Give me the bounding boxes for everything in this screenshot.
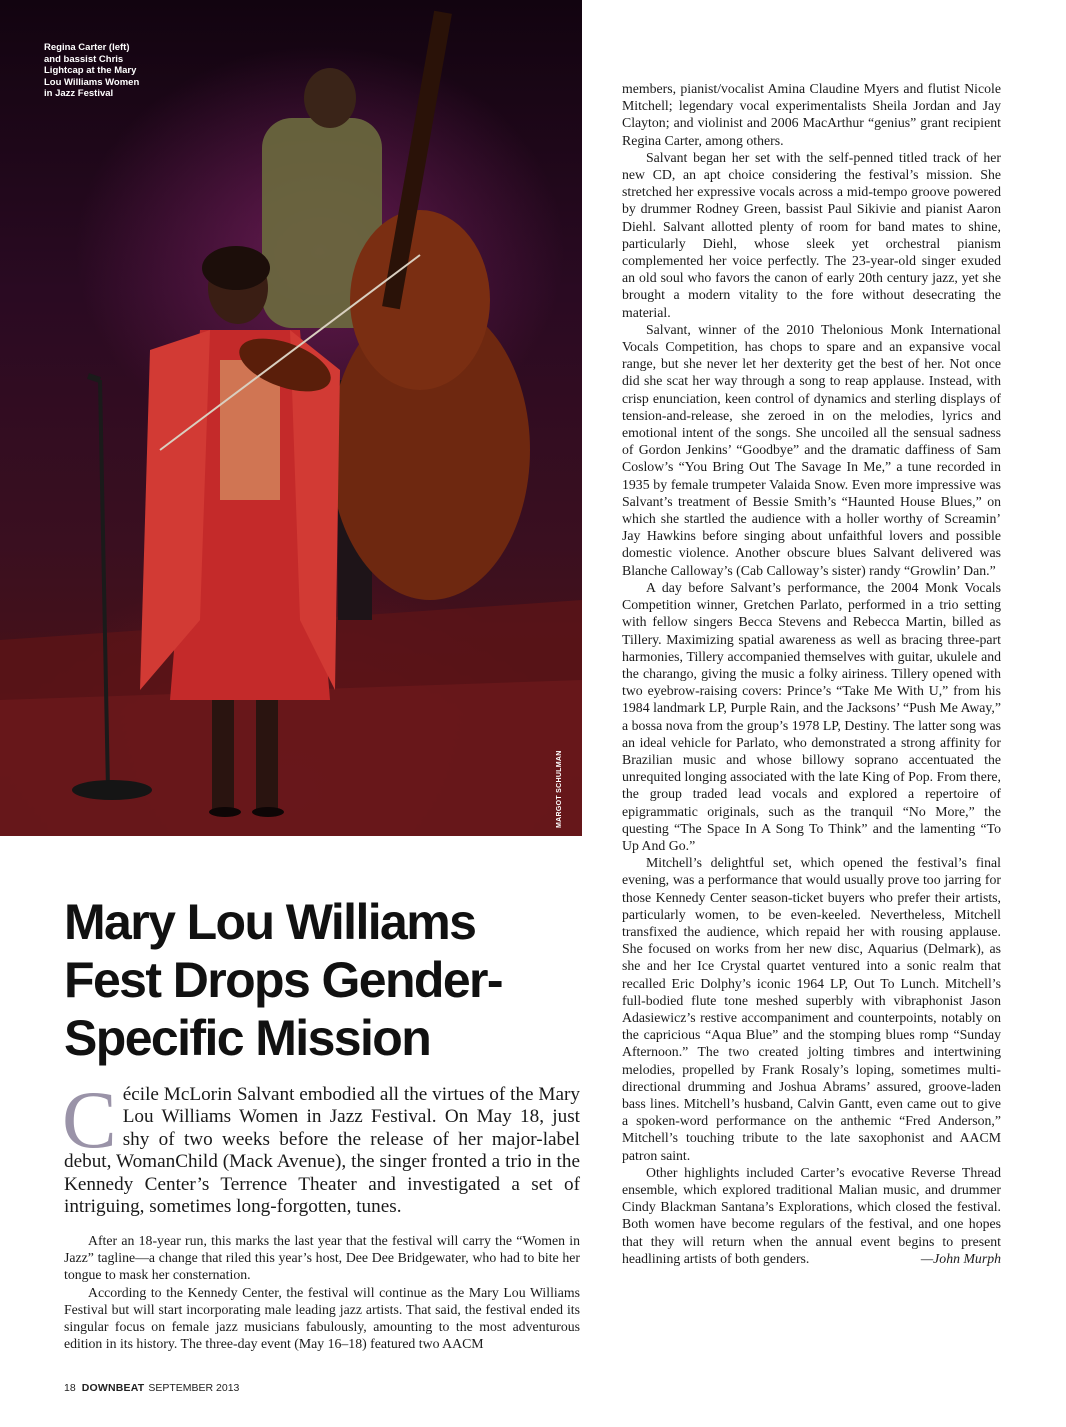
- paragraph-text: Other highlights included Carter’s evocative Reverse Thread ensemble, which explored traditional Malian music, and drummer Cindy Blackman Santana’s Explorations, which closed the festival. Both women have become regulars of the festival, and one hopes that they will return when the annual event begins to present headlining artists of both genders.: [622, 1164, 1001, 1266]
- left-column-body: [64, 1232, 580, 1352]
- paragraph: Salvant, winner of the 2010 Thelonious Monk International Vocals Competition, has chops to spare and an expansive vocal range, but she never let her dexterity get the best of her. Not once did she scat her way through a song to reap applause. Instead, with crisp enunciation, keen control of dynamics and sterling displays of tension-and-release, she zeroed in on the melodies, lyrics and emotional intent of the songs. She uncoiled all the sensual sadness of Gordon Jenkins’ “Goodbye” and the dramatic daffiness of Sam Coslow’s “You Bring Out The Savage In Me,” a tune recorded in 1935 by female trumpeter Valaida Snow. Even more impressive was Salvant’s treatment of Bessie Smith’s “Haunted House Blues,” on which she startled the audience with a holler worthy of Screamin’ Jay Hawkins before singing about unfaithful lovers and possible domestic violence. Another obscure blues Salvant delivered was Blanche Calloway’s (Cab Calloway’s sister) randy “Growlin’ Dan.”: [622, 321, 1001, 578]
- final-paragraph: [622, 1164, 1001, 1267]
- right-column-body: [622, 80, 1001, 1267]
- article-deck: [62, 1074, 580, 1218]
- article-headline: Mary Lou Williams Fest Drops Gender-Specific Mission: [64, 894, 502, 1066]
- deck-text: écile McLorin Salvant embodied all the virtues of the Mary Lou Williams Women in Jazz Festival. On May 18, just shy of two weeks before the release of her major-label debut, WomanChild (Mack Avenue), the singer fronted a trio in the Kennedy Center’s Terrence Theater and investigated a set of intriguing, sometimes long-forgotten, tunes.: [64, 1084, 580, 1218]
- paragraph: Salvant began her set with the self-penned titled track of her new CD, an apt choice considering the festival’s mission. She stretched her expressive vocals across a mid-tempo groove powered by drummer Rodney Green, bassist Paul Sikivie and pianist Aaron Diehl. Salvant allotted plenty of room for band mates to shine, particularly Diehl, whose sleek yet orchestral pianism complemented her voice perfectly. The 23-year-old singer exuded an old soul who favors the canon of early 20th century jazz, yet she brought a modern vitality to the fore without desecrating the material.: [622, 149, 1001, 320]
- photo-credit: MARGOT SCHULMAN: [556, 750, 563, 828]
- page-number: 18: [64, 1382, 76, 1394]
- byline: —John Murph: [920, 1250, 1001, 1266]
- page-footer: [64, 1382, 239, 1394]
- paragraph: After an 18-year run, this marks the last year that the festival will carry the “Women in Jazz” tagline—a change that riled this year’s host, Dee Dee Bridgewater, who had to bite her tongue to mask her consternation.: [64, 1233, 580, 1283]
- issue-date: SEPTEMBER 2013: [148, 1382, 240, 1394]
- paragraph: A day before Salvant’s performance, the 2004 Monk Vocals Competition winner, Gretchen Parlato, performed in a trio setting with fellow singers Becca Stevens and Rebecca Martin, billed as Tillery. Maximizing spatial awareness as well as bracing three-part harmonies, Tillery accompanied themselves with guitar, ukulele and the charango, giving the music a folky airiness. Tillery opened with two eyebrow-raising covers: Prince’s “Take Me With U,” from his 1984 landmark LP, Purple Rain, and the Jacksons’ “Push Me Away,” a bossa nova from the group’s 1978 LP, Destiny. The latter song was an ideal vehicle for Parlato, who demonstrated a strong affinity for Brazilian music and whose billowy soprano accentuated the unrequited longing associated with the late King of Pop. From there, the group traded lead vocals and explored a repertoire of epigrammatic originals, such as the tranquil “No More,” the questing “The Space In A Song To Think” and the lamenting “To Up And Go.”: [622, 579, 1001, 853]
- magazine-name: DOWNBEAT: [81, 1382, 145, 1394]
- concert-photo: [0, 0, 582, 836]
- paragraph: members, pianist/vocalist Amina Claudine Myers and flutist Nicole Mitchell; legendary vocal experimentalists Sheila Jordan and Jay Clayton; and violinist and 2006 MacArthur “genius” grant recipient Regina Carter, among others.: [622, 81, 1001, 148]
- paragraph: Mitchell’s delightful set, which opened the festival’s final evening, was a performance that would usually prove too jarring for those Kennedy Center season-ticket buyers who prefer their artists, particularly women, to be even-keeled. Nevertheless, Mitchell transfixed the audience, which repaid her with rousing applause. She focused on works from her new disc, Aquarius (Delmark), as she and her Ice Crystal quartet ventured into a sonic realm that recalled Eric Dolphy’s iconic 1964 LP, Out To Lunch. Mitchell’s full-bodied flute tone meshed superbly with vibraphonist Jason Adasiewicz’s restive accompaniment and counterpoints, notably on the capricious “Aqua Blue” and the stomping blues romp “Sunday Afternoon.” The two created jolting timbres and intertwining melodies, propelled by Frank Rosaly’s loping, sometimes multi-directional drumming and Joshua Abrams’ assured, groove-laden bass lines. Mitchell’s husband, Calvin Gantt, even came out to give a spoken-word performance on the anthemic “Fred Anderson,” Mitchell’s touching tribute to the late saxophonist and AACM patron saint.: [622, 855, 1001, 1163]
- drop-cap: C: [62, 1074, 117, 1165]
- paragraph: According to the Kennedy Center, the festival will continue as the Mary Lou Williams Festival but will start incorporating male leading jazz artists. That said, the festival ended its singular focus on female jazz musicians fabulously, amounting to the most adventurous edition in its history. The three-day event (May 16–18) featured two AACM: [64, 1284, 580, 1352]
- photo-caption: Regina Carter (left) and bassist Chris Lightcap at the Mary Lou Williams Women in Jazz Festival: [44, 42, 140, 99]
- photo-illustration: [0, 0, 582, 836]
